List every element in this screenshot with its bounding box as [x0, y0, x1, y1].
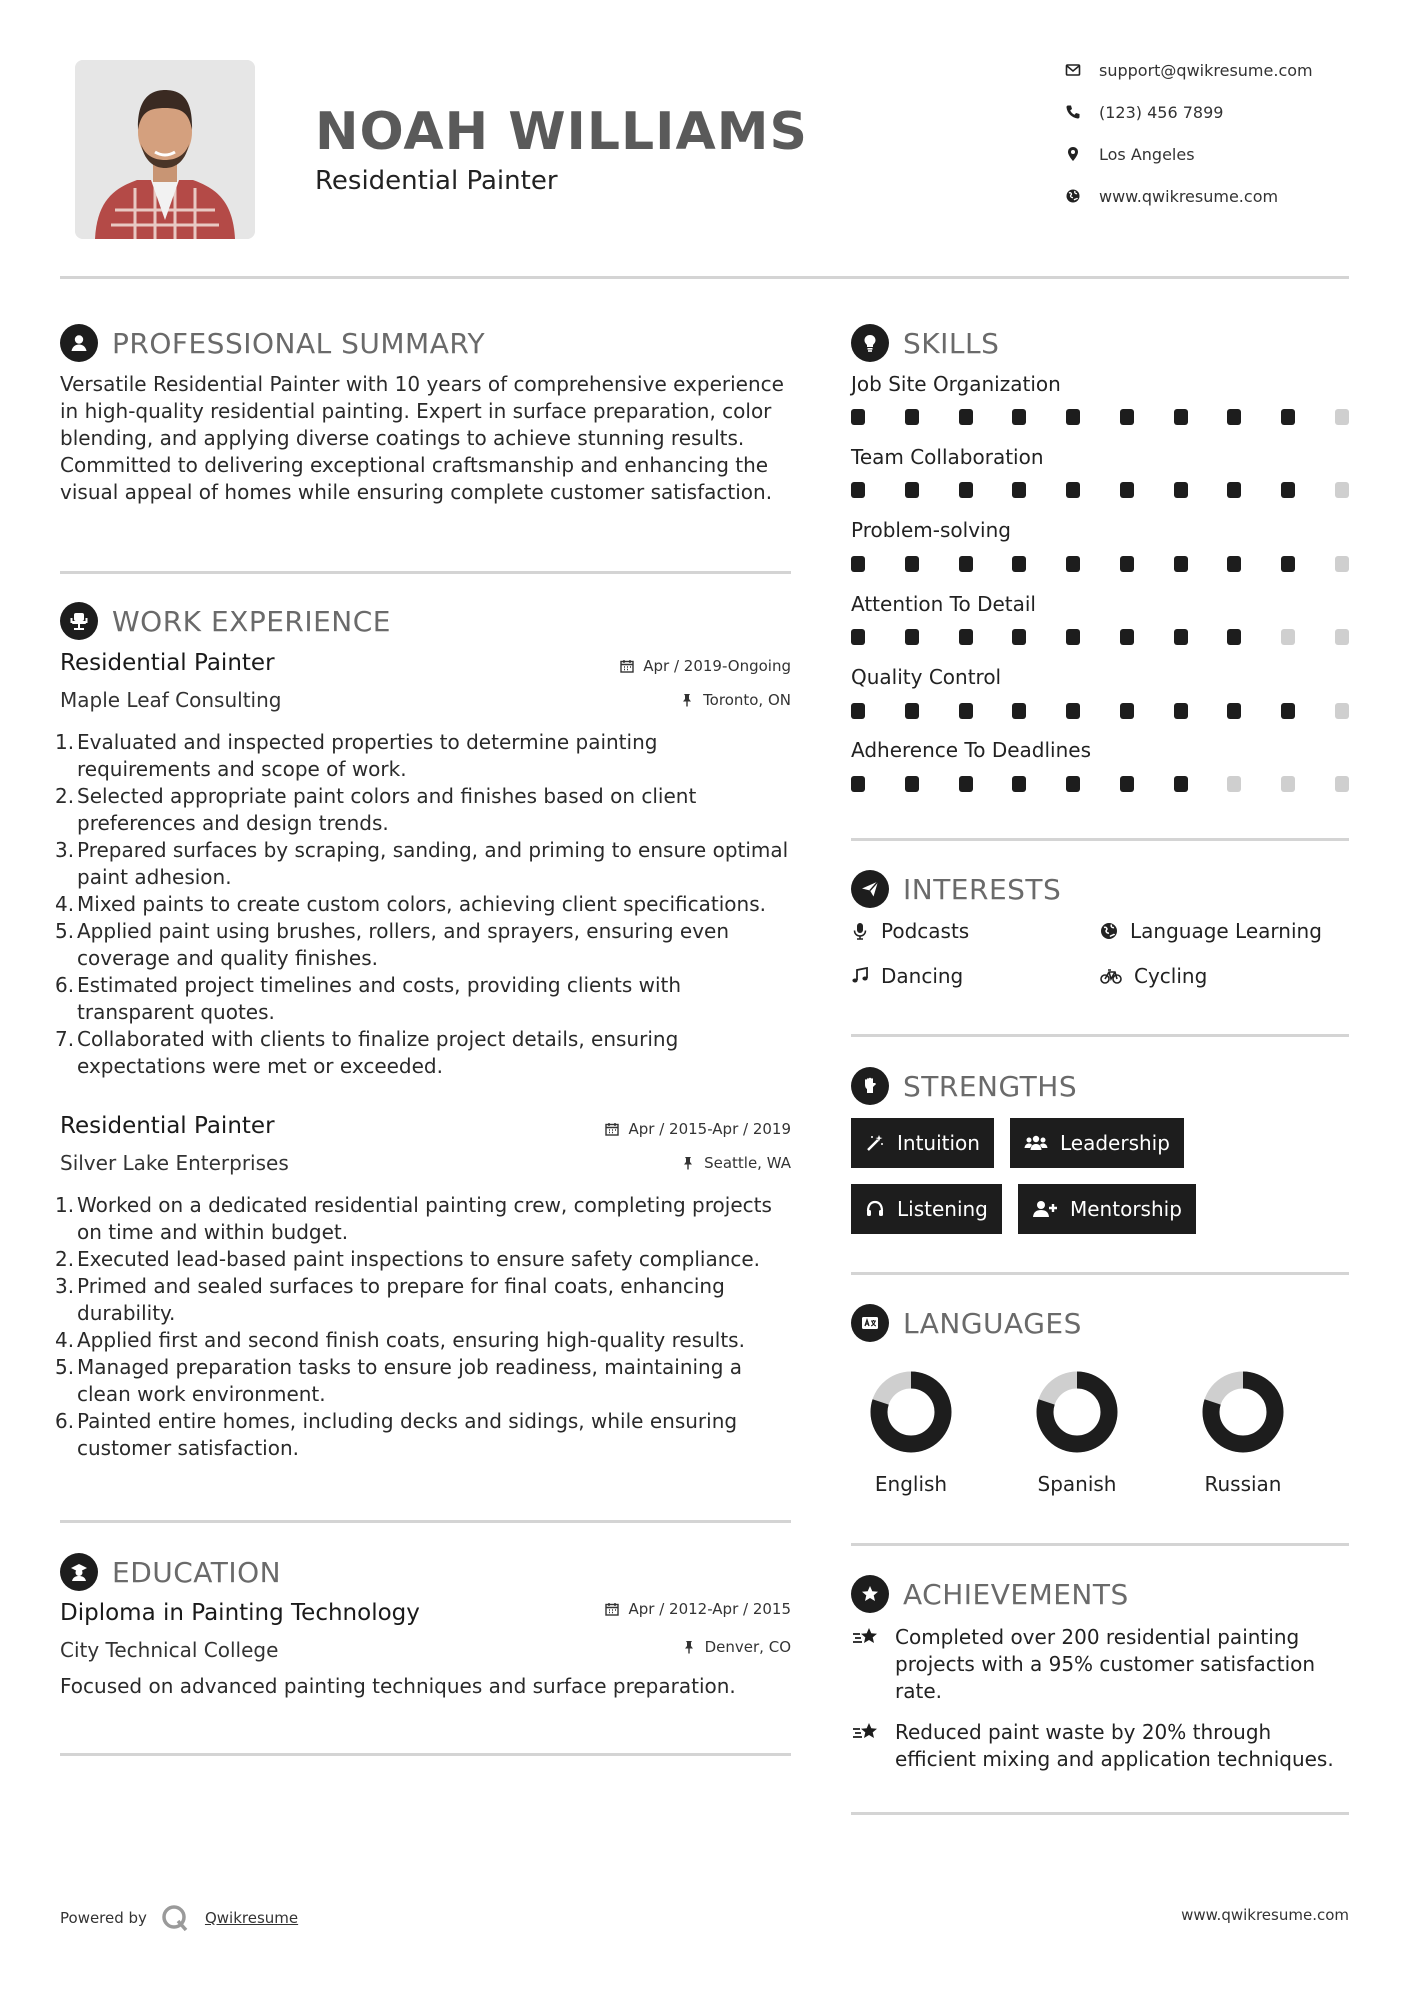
user-icon	[60, 324, 98, 362]
language-donut	[1035, 1370, 1119, 1454]
experience-title: WORK EXPERIENCE	[112, 604, 391, 638]
skill-dot-filled	[1281, 482, 1295, 498]
skill-dot-filled	[959, 703, 973, 719]
job-2-location-text: Seattle, WA	[704, 1154, 791, 1172]
user-plus-icon	[1032, 1199, 1058, 1219]
contact-phone[interactable]	[1063, 99, 1223, 125]
qwikresume-link[interactable]: Qwikresume	[204, 1909, 299, 1927]
skill-name: Adherence To Deadlines	[851, 738, 1092, 762]
list-item: 2. Executed lead-based paint inspections to ensure safety compliance.	[55, 1247, 761, 1271]
interest-item	[851, 962, 963, 990]
skill-dot-filled	[1227, 703, 1241, 719]
skill-dot-filled	[1066, 556, 1080, 572]
list-item: 4. Mixed paints to create custom colors, achieving client specifications.	[55, 892, 766, 916]
skill-dot-filled	[959, 556, 973, 572]
star-badge-icon	[851, 1575, 889, 1613]
footer-url[interactable]: www.qwikresume.com	[1181, 1906, 1349, 1924]
skill-dot-filled	[1012, 703, 1026, 719]
job-1-dates	[620, 657, 791, 675]
summary-text: Versatile Residential Painter with 10 years of comprehensive experience in high-quality residential painting. Expert in surface preparation, color blending, and applying diverse coatings to achieve stunning results. Committed to delivering exceptional craftsmanship and enhancing the visual appeal of homes while ensuring complete customer satisfaction.	[60, 372, 784, 504]
header-divider	[60, 276, 1349, 279]
education-school: City Technical College	[60, 1638, 279, 1662]
job-1-dates-text: Apr / 2019-Ongoing	[643, 657, 791, 675]
skill-dot-empty	[1227, 776, 1241, 792]
languages-header	[851, 1303, 1082, 1343]
map-pin-icon	[1063, 144, 1083, 164]
strength-label: Mentorship	[1070, 1197, 1182, 1221]
pushpin-icon	[682, 1640, 696, 1654]
skill-dot-filled	[851, 556, 865, 572]
strength-tag	[1018, 1184, 1196, 1234]
education-location	[682, 1638, 791, 1656]
skills-header	[851, 323, 999, 363]
education-title: EDUCATION	[112, 1555, 282, 1589]
skill-dot-filled	[1227, 629, 1241, 645]
skill-dot-filled	[1012, 556, 1026, 572]
office-chair-icon	[60, 602, 98, 640]
list-item: 3. Prepared surfaces by scraping, sanding, and priming to ensure optimal paint adhesion.	[55, 838, 789, 889]
skill-dot-filled	[1174, 629, 1188, 645]
skill-dot-filled	[959, 776, 973, 792]
strength-label: Leadership	[1060, 1131, 1170, 1155]
education-dates	[605, 1600, 791, 1618]
interest-label: Dancing	[881, 964, 964, 988]
skill-name: Problem-solving	[851, 518, 1011, 542]
skill-dot-filled	[1120, 776, 1134, 792]
language-donut	[1201, 1370, 1285, 1454]
job-1-company: Maple Leaf Consulting	[60, 688, 282, 712]
list-item: 4. Applied first and second finish coats, ensuring high-quality results.	[55, 1328, 745, 1352]
skill-dot-empty	[1335, 776, 1349, 792]
qwikresume-logo-icon	[161, 1904, 189, 1932]
skill-name: Quality Control	[851, 665, 1002, 689]
skill-dot-filled	[851, 629, 865, 645]
strength-tag	[851, 1118, 994, 1168]
skill-dot-filled	[1281, 409, 1295, 425]
skill-rating	[851, 482, 1349, 498]
list-item: 1. Worked on a dedicated residential painting crew, completing projects on time and within budget.	[55, 1193, 772, 1244]
graduate-icon	[60, 1553, 98, 1591]
skill-dot-filled	[1174, 482, 1188, 498]
microphone-icon	[851, 922, 869, 940]
job-2-location	[681, 1154, 791, 1172]
skill-dot-filled	[1066, 703, 1080, 719]
skill-dot-filled	[1012, 482, 1026, 498]
skill-dot-empty	[1335, 482, 1349, 498]
contact-website-text: www.qwikresume.com	[1099, 186, 1279, 206]
skill-rating	[851, 703, 1349, 719]
skill-dot-filled	[1174, 556, 1188, 572]
skill-dot-filled	[905, 629, 919, 645]
job-1-bullets	[55, 729, 795, 1080]
language-donut	[869, 1370, 953, 1454]
skill-dot-filled	[1174, 409, 1188, 425]
interest-item	[851, 917, 969, 945]
globe-icon	[1100, 922, 1118, 940]
interest-item	[1100, 962, 1207, 990]
achievement-item	[851, 1624, 1351, 1705]
skill-dot-filled	[905, 703, 919, 719]
job-2-company: Silver Lake Enterprises	[60, 1151, 289, 1175]
strength-label: Listening	[897, 1197, 988, 1221]
list-item: 1. Evaluated and inspected properties to determine painting requirements and scope of work.	[55, 730, 658, 781]
list-item: 6. Painted entire homes, including decks and sidings, while ensuring customer satisfaction.	[55, 1409, 738, 1460]
skill-dot-filled	[1227, 409, 1241, 425]
languages-divider	[851, 1543, 1349, 1546]
skill-dot-filled	[1120, 556, 1134, 572]
strengths-header	[851, 1066, 1077, 1106]
job-1-title: Residential Painter	[60, 650, 275, 676]
skill-dot-filled	[1174, 776, 1188, 792]
skill-dot-empty	[1335, 556, 1349, 572]
calendar-icon	[605, 1122, 619, 1136]
skill-dot-filled	[1120, 409, 1134, 425]
list-item: 6. Estimated project timelines and costs, providing clients with transparent quotes.	[55, 973, 682, 1024]
skill-dot-filled	[1174, 703, 1188, 719]
skill-dot-filled	[1066, 776, 1080, 792]
pushpin-icon	[680, 693, 694, 707]
education-dates-text: Apr / 2012-Apr / 2015	[628, 1600, 791, 1618]
list-item: 7. Collaborated with clients to finalize project details, ensuring expectations were met or exceeded.	[55, 1027, 679, 1078]
interests-title: INTERESTS	[903, 872, 1062, 906]
users-icon	[1024, 1133, 1048, 1153]
skill-dot-filled	[905, 482, 919, 498]
translate-icon	[851, 1304, 889, 1342]
skill-dot-filled	[1120, 482, 1134, 498]
education-header	[60, 1552, 281, 1592]
skill-dot-filled	[905, 409, 919, 425]
skill-dot-filled	[1281, 556, 1295, 572]
skill-dot-filled	[1012, 629, 1026, 645]
skill-dot-filled	[1227, 556, 1241, 572]
contact-phone-text: (123) 456 7899	[1099, 102, 1224, 122]
job-2-dates-text: Apr / 2015-Apr / 2019	[628, 1120, 791, 1138]
skill-dot-filled	[905, 776, 919, 792]
skill-rating	[851, 556, 1349, 572]
skill-dot-empty	[1335, 703, 1349, 719]
achievement-item	[851, 1719, 1351, 1773]
star-award-icon	[851, 1625, 881, 1651]
job-2-bullets	[55, 1192, 795, 1462]
achievement-text: Reduced paint waste by 20% through efficient mixing and application techniques.	[895, 1720, 1334, 1771]
skill-dot-filled	[905, 556, 919, 572]
language-name: Russian	[1204, 1472, 1282, 1496]
powered-by-text: Powered by	[60, 1909, 147, 1927]
skill-dot-empty	[1281, 629, 1295, 645]
summary-divider	[60, 571, 791, 574]
raised-fist-icon	[851, 1067, 889, 1105]
interest-label: Cycling	[1134, 964, 1208, 988]
skill-dot-filled	[851, 482, 865, 498]
envelope-icon	[1063, 60, 1083, 80]
phone-icon	[1063, 102, 1083, 122]
job-2-dates	[605, 1120, 791, 1138]
music-note-icon	[851, 967, 869, 985]
candidate-name: NOAH WILLIAMS	[315, 102, 808, 162]
strengths-title: STRENGTHS	[903, 1069, 1078, 1103]
skill-dot-filled	[851, 703, 865, 719]
skill-name: Job Site Organization	[851, 372, 1061, 396]
skill-dot-filled	[1066, 409, 1080, 425]
skill-dot-filled	[959, 482, 973, 498]
skill-dot-filled	[1227, 482, 1241, 498]
interest-item	[1100, 917, 1322, 945]
skills-divider	[851, 838, 1349, 841]
job-1-location	[680, 691, 791, 709]
interests-header	[851, 869, 1061, 909]
languages-title: LANGUAGES	[903, 1306, 1082, 1340]
headphones-icon	[865, 1199, 885, 1219]
strength-tag	[851, 1184, 1002, 1234]
skill-dot-filled	[1281, 703, 1295, 719]
experience-divider	[60, 1520, 791, 1523]
skills-title: SKILLS	[903, 326, 1000, 360]
bicycle-icon	[1100, 967, 1122, 985]
calendar-icon	[605, 1602, 619, 1616]
education-description: Focused on advanced painting techniques and surface preparation.	[60, 1674, 736, 1698]
achievements-header	[851, 1574, 1129, 1614]
calendar-icon	[620, 659, 634, 673]
skill-dot-filled	[959, 629, 973, 645]
interest-label: Podcasts	[881, 919, 970, 943]
skill-dot-filled	[959, 409, 973, 425]
skill-dot-empty	[1335, 409, 1349, 425]
globe-icon	[1063, 186, 1083, 206]
skill-dot-empty	[1281, 776, 1295, 792]
skill-dot-filled	[1012, 409, 1026, 425]
education-location-text: Denver, CO	[704, 1638, 791, 1656]
skill-dot-filled	[851, 409, 865, 425]
skill-name: Team Collaboration	[851, 445, 1044, 469]
interest-label: Language Learning	[1130, 919, 1322, 943]
contact-location	[1063, 141, 1195, 167]
pushpin-icon	[681, 1156, 695, 1170]
strengths-divider	[851, 1272, 1349, 1275]
powered-by	[60, 1904, 298, 1932]
contact-location-text: Los Angeles	[1099, 144, 1195, 164]
job-1-location-text: Toronto, ON	[703, 691, 791, 709]
magic-wand-icon	[865, 1133, 885, 1153]
interests-divider	[851, 1034, 1349, 1037]
skill-dot-empty	[1335, 629, 1349, 645]
list-item: 2. Selected appropriate paint colors and finishes based on client preferences and design trends.	[55, 784, 697, 835]
achievements-divider	[851, 1812, 1349, 1815]
summary-header	[60, 323, 485, 363]
skill-rating	[851, 409, 1349, 425]
skill-dot-filled	[1066, 482, 1080, 498]
skill-name: Attention To Detail	[851, 592, 1036, 616]
education-divider	[60, 1753, 791, 1756]
achievements-title: ACHIEVEMENTS	[903, 1577, 1129, 1611]
skill-rating	[851, 776, 1349, 792]
paper-plane-icon	[851, 870, 889, 908]
language-name: Spanish	[1037, 1472, 1117, 1496]
job-2-title: Residential Painter	[60, 1113, 275, 1139]
experience-header	[60, 601, 391, 641]
language-name: English	[874, 1472, 948, 1496]
skill-dot-filled	[1066, 629, 1080, 645]
skill-dot-filled	[1120, 629, 1134, 645]
achievement-text: Completed over 200 residential painting projects with a 95% customer satisfaction rate.	[895, 1625, 1316, 1703]
star-award-icon	[851, 1720, 881, 1746]
contact-email[interactable]	[1063, 57, 1313, 83]
strength-tag	[1010, 1118, 1184, 1168]
summary-title: PROFESSIONAL SUMMARY	[112, 326, 486, 360]
skill-dot-filled	[851, 776, 865, 792]
list-item: 5. Applied paint using brushes, rollers, and sprayers, ensuring even coverage and quality finishes.	[55, 919, 730, 970]
education-degree: Diploma in Painting Technology	[60, 1600, 420, 1626]
contact-email-text: support@qwikresume.com	[1099, 60, 1313, 80]
skill-dot-filled	[1012, 776, 1026, 792]
profile-photo	[75, 60, 255, 239]
skill-dot-filled	[1120, 703, 1134, 719]
list-item: 5. Managed preparation tasks to ensure job readiness, maintaining a clean work environment.	[55, 1355, 743, 1406]
skill-rating	[851, 629, 1349, 645]
strength-label: Intuition	[897, 1131, 980, 1155]
candidate-role: Residential Painter	[315, 166, 558, 196]
list-item: 3. Primed and sealed surfaces to prepare for final coats, enhancing durability.	[55, 1274, 725, 1325]
lightbulb-icon	[851, 324, 889, 362]
contact-website[interactable]	[1063, 183, 1278, 209]
